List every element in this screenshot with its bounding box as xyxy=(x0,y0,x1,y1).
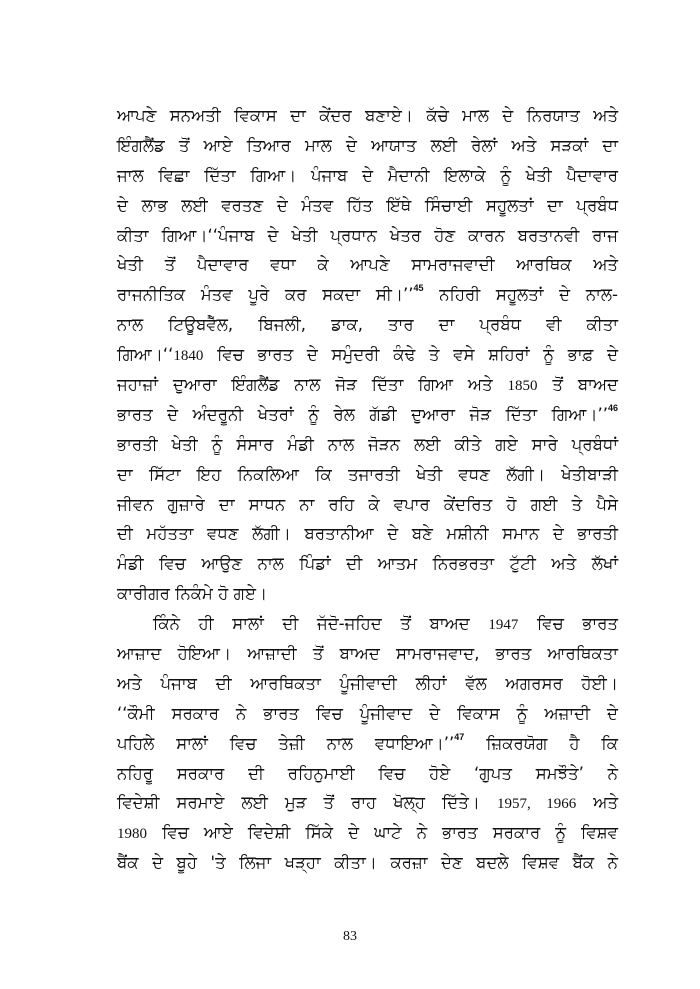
text-line: ਮੰਡੀ ਵਿਚ ਆਉਣ ਨਾਲ ਪਿੰਡਾਂ ਦੀ ਆਤਮ ਨਿਰਭਰਤਾ ਟੁੱਟੀ ਅਤੇ ਲੱਖਾਂ xyxy=(117,554,618,574)
text-segment: ਜ਼ਿਕਰਯੋਗ ਹੈ ਕਿ xyxy=(464,733,618,753)
text-segment: ਪਹਿਲੇ ਸਾਲਾਂ ਵਿਚ ਤੇਜ਼ੀ ਨਾਲ ਵਧਾਇਆ।’’ xyxy=(117,733,455,753)
text-line xyxy=(117,400,618,430)
text-segment: ਨਹਿਰੀ ਸਹੂਲਤਾਂ ਦੇ ਨਾਲ- xyxy=(423,285,619,305)
text-line: ਇੰਗਲੈਂਡ ਤੋਂ ਆਏ ਤਿਆਰ ਮਾਲ ਦੇ ਆਯਾਤ ਲਈ ਰੇਲਾਂ ਅਤੇ ਸੜਕਾਂ ਦਾ xyxy=(117,135,618,155)
year-number: 1980 xyxy=(117,826,147,843)
year-number: 1957, 1966 xyxy=(496,796,577,813)
text-line: ਖੇਤੀ ਤੋਂ ਪੈਦਾਵਾਰ ਵਧਾ ਕੇ ਆਪਣੇ ਸਾਮਰਾਜਵਾਦੀ ਆਰਥਿਕ ਅਤੇ xyxy=(117,255,618,275)
footnote-marker: 47 xyxy=(454,731,465,742)
text-segment: ਵਿਚ ਆਏ ਵਿਦੇਸ਼ੀ ਸਿੱਕੇ ਦੇ ਘਾਟੇ ਨੇ ਭਾਰਤ ਸਰਕਾਰ ਨੂੰ ਵਿਸ਼ਵ xyxy=(147,823,618,843)
text-line xyxy=(117,340,618,370)
year-number: 1947 xyxy=(488,617,519,634)
text-segment: ਵਿਚ ਭਾਰਤ ਦੇ ਸਮੁੰਦਰੀ ਕੰਢੇ ਤੇ ਵਸੇ ਸ਼ਹਿਰਾਂ ਨੂੰ ਭਾਫ਼ ਦੇ xyxy=(203,345,618,365)
text-line: ਜਾਲ ਵਿਛਾ ਦਿੱਤਾ ਗਿਆ। ਪੰਜਾਬ ਦੇ ਮੈਦਾਨੀ ਇਲਾਕੇ ਨੂੰ ਖੇਤੀ ਪੈਦਾਵਾਰ xyxy=(117,165,618,185)
text-line: ਆਪਣੇ ਸਨਅਤੀ ਵਿਕਾਸ ਦਾ ਕੇਂਦਰ ਬਣਾਏ। ਕੱਚੇ ਮਾਲ ਦੇ ਨਿਰਯਾਤ ਅਤੇ xyxy=(117,106,618,125)
text-line: ਭਾਰਤੀ ਖੇਤੀ ਨੂੰ ਸੰਸਾਰ ਮੰਡੀ ਨਾਲ ਜੋੜਨ ਲਈ ਕੀਤੇ ਗਏ ਸਾਰੇ ਪ੍ਰਬੰਧਾਂ xyxy=(117,434,618,454)
text-line: ਨਾਲ ਟਿਊਬਵੈੱਲ, ਬਿਜਲੀ, ਡਾਕ, ਤਾਰ ਦਾ ਪ੍ਰਬੰਧ ਵੀ ਕੀਤਾ xyxy=(117,315,618,335)
year-number: 1840 xyxy=(173,348,204,365)
text-line xyxy=(117,788,618,818)
text-segment: ਭਾਰਤ ਦੇ ਅੰਦਰੂਨੀ ਖੇਤਰਾਂ ਨੂੰ ਰੇਲ ਗੱਡੀ ਦੁਆਰਾ ਜੋੜ ਦਿੱਤਾ ਗਿਆ।’’ xyxy=(117,404,608,424)
text-segment: ਵਿਚ ਭਾਰਤ xyxy=(518,614,618,634)
footnote-marker: 45 xyxy=(413,283,424,294)
page-number: 83 xyxy=(343,929,357,944)
text-segment: ਤੋਂ ਬਾਅਦ xyxy=(537,375,618,395)
text-line: ਅਤੇ ਪੰਜਾਬ ਦੀ ਆਰਥਿਕਤਾ ਪੂੰਜੀਵਾਦੀ ਲੀਹਾਂ ਵੱਲ ਅਗਰਸਰ ਹੋਈ। xyxy=(117,673,618,693)
text-line xyxy=(117,280,618,310)
text-line: ਆਜ਼ਾਦ ਹੋਇਆ। ਆਜ਼ਾਦੀ ਤੋਂ ਬਾਅਦ ਸਾਮਰਾਜਵਾਦ, ਭਾਰਤ ਆਰਥਿਕਤਾ xyxy=(117,644,618,664)
text-line xyxy=(117,729,618,759)
text-segment: ਜਹਾਜ਼ਾਂ ਦੁਆਰਾ ਇੰਗਲੈਂਡ ਨਾਲ ਜੋੜ ਦਿੱਤਾ ਗਿਆ ਅਤੇ xyxy=(117,375,508,395)
text-line xyxy=(117,818,618,848)
text-line: ਦਾ ਸਿੱਟਾ ਇਹ ਨਿਕਲਿਆ ਕਿ ਤਜਾਰਤੀ ਖੇਤੀ ਵਧਣ ਲੱਗੀ। ਖੇਤੀਬਾੜੀ xyxy=(117,464,618,484)
paragraph-start-line xyxy=(117,609,618,639)
body-text xyxy=(117,101,618,878)
text-line: ਜੀਵਨ ਗੁਜ਼ਾਰੇ ਦਾ ਸਾਧਨ ਨਾ ਰਹਿ ਕੇ ਵਪਾਰ ਕੇਂਦਰਿਤ ਹੋ ਗਈ ਤੇ ਪੈਸੇ xyxy=(117,494,618,514)
footnote-marker: 46 xyxy=(607,402,618,413)
text-line: ਕੀਤਾ ਗਿਆ।‘‘ਪੰਜਾਬ ਦੇ ਖੇਤੀ ਪ੍ਰਧਾਨ ਖੇਤਰ ਹੋਣ ਕਾਰਨ ਬਰਤਾਨਵੀ ਰਾਜ xyxy=(117,225,618,245)
text-line: ਨਹਿਰੂ ਸਰਕਾਰ ਦੀ ਰਹਿਨੁਮਾਈ ਵਿਚ ਹੋਏ ‘ਗੁਪਤ ਸਮਝੌਤੇ’ ਨੇ xyxy=(117,763,618,783)
text-segment: ਗਿਆ।‘‘ xyxy=(117,345,174,365)
text-line xyxy=(117,370,618,400)
text-line: ਦੇ ਲਾਭ ਲਈ ਵਰਤਣ ਦੇ ਮੰਤਵ ਹਿੱਤ ਇੱਥੇ ਸਿੰਚਾਈ ਸਹੂਲਤਾਂ ਦਾ ਪ੍ਰਬੰਧ xyxy=(117,195,618,215)
text-segment: ਅਤੇ xyxy=(576,793,619,813)
text-segment: ਰਾਜਨੀਤਿਕ ਮੰਤਵ ਪੂਰੇ ਕਰ ਸਕਦਾ ਸੀ।’’ xyxy=(117,285,414,305)
text-line: ਕਾਰੀਗਰ ਨਿਕੰਮੇ ਹੋ ਗਏ। xyxy=(117,584,268,604)
text-segment: ਕਿੰਨੇ ਹੀ ਸਾਲਾਂ ਦੀ ਜੱਦੋ-ਜਹਿਦ ਤੋਂ ਬਾਅਦ xyxy=(153,614,489,634)
text-segment: ਵਿਦੇਸ਼ੀ ਸਰਮਾਏ ਲਈ ਮੁੜ ਤੋਂ ਰਾਹ ਖੋਲ੍ਹ ਦਿੱਤੇ। xyxy=(117,793,497,813)
text-line: ਬੈਂਕ ਦੇ ਬੂਹੇ 'ਤੇ ਲਿਜਾ ਖੜ੍ਹਾ ਕੀਤਾ। ਕਰਜ਼ਾ ਦੇਣ ਬਦਲੇ ਵਿਸ਼ਵ ਬੈਂਕ ਨੇ xyxy=(117,853,618,873)
year-number: 1850 xyxy=(507,378,538,395)
text-line: ਦੀ ਮਹੱਤਤਾ ਵਧਣ ਲੱਗੀ। ਬਰਤਾਨੀਆ ਦੇ ਬਣੇ ਮਸ਼ੀਨੀ ਸਮਾਨ ਦੇ ਭਾਰਤੀ xyxy=(117,524,618,544)
text-line: ‘‘ਕੌਮੀ ਸਰਕਾਰ ਨੇ ਭਾਰਤ ਵਿਚ ਪੂੰਜੀਵਾਦ ਦੇ ਵਿਕਾਸ ਨੂੰ ਅਜ਼ਾਦੀ ਦੇ xyxy=(117,703,618,723)
